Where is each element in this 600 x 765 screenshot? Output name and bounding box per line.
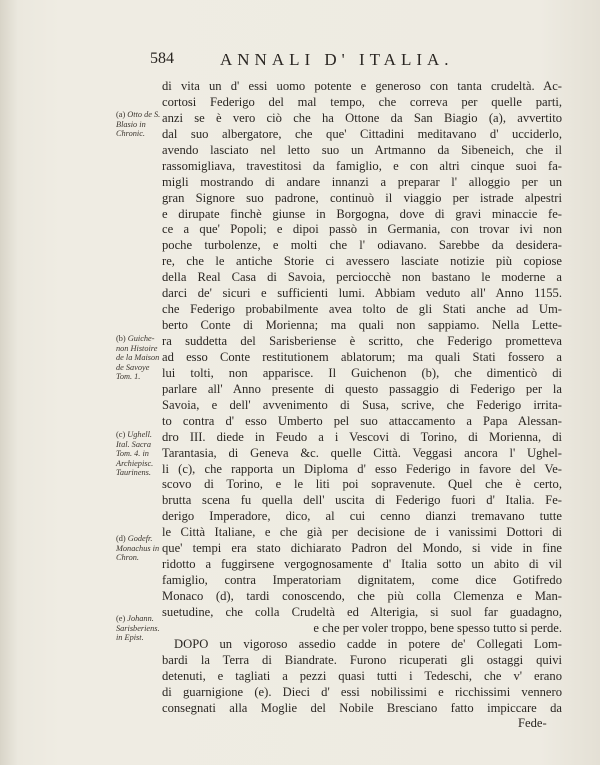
text-line: di vita un d' essi uomo potente e generoso con tanta crudeltà. Ac- <box>162 79 562 93</box>
margin-note-a: (a) Otto de S. Blasio in Chronic. <box>116 110 161 139</box>
text-line: consegnati alla Moglie del Nobile Bresciano fatto impiccare da <box>162 700 562 715</box>
text-line: que' tempi era stato dichiarato Padron del Mondo, si vide in fine <box>162 541 562 556</box>
text-line: re, che le antiche Storie ci avessero lasciate notizie più copiose <box>162 254 562 269</box>
text-line: rassomigliava, travestitosi da famiglio, e con altri cinque suoi fa- <box>162 158 562 173</box>
text-line: gran Signore suo padrone, continuò il viaggio per istrade alpestri <box>162 190 562 205</box>
text-line: DOPO un vigoroso assedio cadde in potere de' Collegati Lom- <box>174 636 562 651</box>
text-line: derigo Imperadore, dico, al cui cenno dianzi tremavano tutte <box>162 509 562 524</box>
text-line: suetudine, che colla Crudeltà ed Alterigia, si suol far guadagno, <box>162 604 562 619</box>
text-line: Tarantasia, di Geneva &c. quelle Città. Veggasi ancora l' Ughel- <box>162 445 562 460</box>
text-line: ridotto a fuggirsene vergognosamente d' Italia sotto un abito di vil <box>162 557 562 572</box>
margin-note-c: (c) Ughell. Ital. Sacra Tom. 4. in Archiepisc. Taurinens. <box>116 430 154 478</box>
text-line: Savoia, e dell' avvenimento di Susa, scrive, che Federigo irrita- <box>162 397 562 412</box>
main-text <box>162 79 562 717</box>
text-line: cortosi Federigo del mal tempo, che correva per quelle parti, <box>162 94 562 109</box>
text-line: ce a que' Popoli; e dipoi passò in Germania, con trovar ivi non <box>162 222 562 237</box>
text-line: migli mostrando di andare innanzi a preparar l' alloggio per un <box>162 174 562 189</box>
text-line: della Real Casa di Savoia, perciocchè non bastano le moderne a <box>162 270 562 285</box>
page-number: 584 <box>150 50 174 67</box>
page-header <box>150 50 530 72</box>
running-title: ANNALI D' ITALIA. <box>220 50 454 69</box>
text-line: e che per voler troppo, bene spesso tutto si perde. <box>313 620 562 635</box>
text-line: famiglio, contra Imperatoriam dignitatem, come dice Gotifredo <box>162 573 562 588</box>
text-line: darci de' sicuri e sufficienti lumi. Abbiam veduto all' Anno 1155. <box>162 286 562 301</box>
margin-note-e: (e) Johann. Sarisberiens. in Epist. <box>116 614 160 643</box>
text-line: avendo lasciato nel letto suo un Artmanno da Sibeneich, che il <box>162 142 562 157</box>
text-line: ra suddetta del Sarisberiense è scritto, che Federigo prometteva <box>162 334 562 348</box>
text-line: bardi la Terra di Biandrate. Furono ricuperati gli ostaggi quivi <box>162 652 562 667</box>
text-line: di guarnigione (e). Dieci d' essi nobilissimi e ricchissimi vennero <box>162 684 562 699</box>
text-line: lui tolti, non apparisce. Il Guichenon (b), che dimenticò di <box>162 365 562 380</box>
text-line: ad esso Conte restitutionem ablatorum; ma quali Stati fossero a <box>162 349 562 364</box>
text-line: scovo di Torino, e le liti poi sopravenute. Quel che è certo, <box>162 477 562 492</box>
catchword: Fede- <box>518 716 547 730</box>
margin-note-b: (b) Guiche-non Histoire de la Maison de Savoye Tom. 1. <box>116 334 160 382</box>
text-line: dro III. diede in Feudo a i Vescovi di Torino, di Morienna, di <box>162 429 562 444</box>
text-line: to contra d' esso Umberto pel suo attaccamento a Papa Alessan- <box>162 413 562 428</box>
text-line: li (c), che rapporta un Diploma d' esso Federigo in favore del Ve- <box>162 461 562 476</box>
text-line: e dirupate finchè giunse in Borgogna, dove di gravi minaccie fe- <box>162 206 562 221</box>
text-line: brutta scena fu quella dell' uscita di Federigo fuori d' Italia. Fe- <box>162 493 562 508</box>
text-line: dal suo albergatore, che que' Cittadini meditavano d' ucciderlo, <box>162 126 562 141</box>
text-line: che Federigo probabilmente avea tolto de gli Stati anche ad Um- <box>162 302 562 317</box>
text-line: parlare all' Anno presente di questo passaggio di Federigo per la <box>162 381 562 396</box>
margin-note-d: (d) Godefr. Monachus in Chron. <box>116 534 160 563</box>
text-line: le Città Italiane, e che già per decisione de i vanissimi Dottori di <box>162 525 562 540</box>
text-line: berto Conte di Morienna; ma quali non sappiamo. Nella Lette- <box>162 318 562 333</box>
text-line: detenuti, e tagliati a pezzi quasi tutti i Tedeschi, che v' erano <box>162 668 562 683</box>
text-line: poche turbolenze, e molti che l' odiavano. Sarebbe da desidera- <box>162 238 562 253</box>
text-line: anzi se è vero ciò che ha Ottone da San Biagio (a), avvertito <box>162 110 562 125</box>
text-line: Monaco (d), tardi conoscendo, che più colla Clemenza e Man- <box>162 589 562 603</box>
